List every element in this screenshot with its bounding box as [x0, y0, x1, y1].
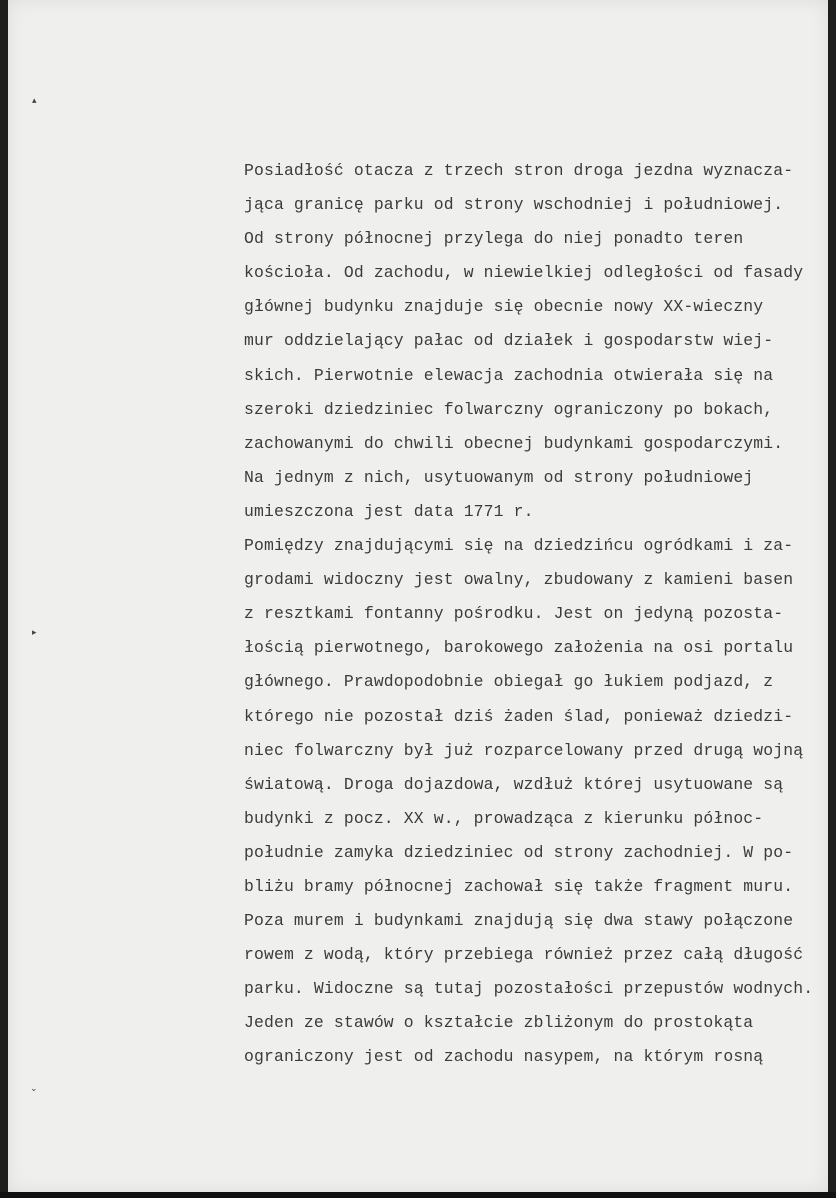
- text-line: Poza murem i budynkami znajdują się dwa stawy połączone: [244, 911, 794, 931]
- text-line: ograniczony jest od zachodu nasypem, na którym rosną: [244, 1047, 764, 1067]
- page-bottom-edge: [0, 1192, 836, 1198]
- text-line: światową. Droga dojazdowa, wzdłuż której usytuowane są: [244, 774, 784, 794]
- text-line: głównego. Prawdopodobnie obiegał go łukiem podjazd, z: [244, 672, 774, 692]
- text-line: budynki z pocz. XX w., prowadząca z kierunku północ-: [244, 808, 764, 828]
- text-line: grodami widoczny jest owalny, zbudowany z kamieni basen: [244, 570, 794, 590]
- text-line: Pomiędzy znajdującymi się na dziedzińcu ogródkami i za-: [244, 536, 794, 556]
- text-line: bliżu bramy północnej zachował się także fragment muru.: [244, 876, 794, 896]
- text-line: głównej budynku znajduje się obecnie nowy XX-wieczny: [244, 297, 764, 317]
- text-line: niec folwarczny był już rozparcelowany przed drugą wojną: [244, 740, 804, 760]
- text-line: rowem z wodą, który przebiega również przez całą długość: [244, 945, 804, 965]
- text-line: szeroki dziedziniec folwarczny ograniczony po bokach,: [244, 399, 774, 419]
- text-line: parku. Widoczne są tutaj pozostałości przepustów wodnych.: [244, 979, 814, 999]
- text-line: Od strony północnej przylega do niej ponadto teren: [244, 229, 744, 249]
- text-line: umieszczona jest data 1771 r.: [244, 501, 534, 521]
- text-line: kościoła. Od zachodu, w niewielkiej odległości od fasady: [244, 263, 804, 283]
- text-line: mur oddzielający pałac od działek i gospodarstw wiej-: [244, 331, 774, 351]
- text-line: Na jednym z nich, usytuowanym od strony południowej: [244, 467, 754, 487]
- text-line: Posiadłość otacza z trzech stron droga jezdna wyznacza-: [244, 161, 794, 180]
- margin-mark-bottom: ⌄: [30, 1084, 38, 1094]
- document-body: [244, 154, 836, 1075]
- text-line: południe zamyka dziedziniec od strony zachodniej. W po-: [244, 842, 794, 862]
- typewritten-page: [8, 0, 828, 1192]
- margin-mark-top: ▴: [32, 96, 37, 106]
- margin-mark-middle: ▸: [32, 628, 37, 638]
- text-line: łością pierwotnego, barokowego założenia na osi portalu: [244, 638, 794, 658]
- text-line: skich. Pierwotnie elewacja zachodnia otwierała się na: [244, 365, 774, 385]
- text-line: jąca granicę parku od strony wschodniej i południowej.: [244, 195, 784, 215]
- text-line: którego nie pozostał dziś żaden ślad, ponieważ dziedzi-: [244, 706, 794, 726]
- text-line: zachowanymi do chwili obecnej budynkami gospodarczymi.: [244, 433, 784, 453]
- text-line: Jeden ze stawów o kształcie zbliżonym do prostokąta: [244, 1013, 754, 1033]
- text-line: z resztkami fontanny pośrodku. Jest on jedyną pozosta-: [244, 604, 784, 624]
